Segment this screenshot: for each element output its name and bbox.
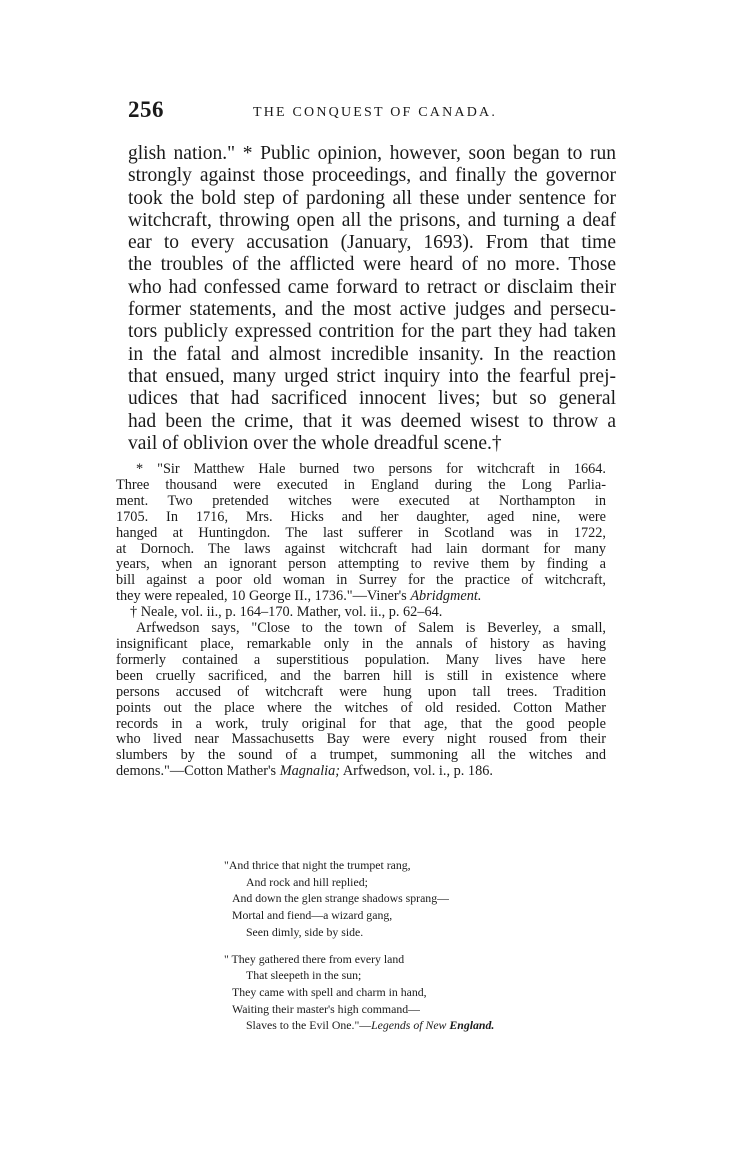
- verse-line: " They gathered there from every land: [224, 951, 405, 966]
- body-line: tors publicly expressed contrition for the part they had taken: [128, 321, 616, 343]
- body-line: took the bold step of pardoning all these under sentence for: [128, 187, 616, 209]
- footnote-line: Three thousand were executed in England during the Long Parlia-: [116, 476, 606, 493]
- verse-line: Mortal and fiend—a wizard gang,: [232, 908, 393, 923]
- footnote-line: points out the place where the witches of old resided. Cotton Mather: [116, 699, 606, 716]
- footnote-citation-title: Abridgment.: [410, 588, 482, 605]
- footnote-line: 1705. In 1716, Mrs. Hicks and her daughter, aged nine, were: [116, 508, 606, 525]
- footnotes: [116, 462, 606, 780]
- footnote-line: years, when an ignorant person attempting to revive them by finding a: [116, 556, 606, 573]
- verse-source-title: England.: [449, 1018, 495, 1033]
- body-line: glish nation." * Public opinion, however, soon began to run: [128, 143, 616, 164]
- body-line: witchcraft, throwing open all the prisons, and turning a deaf: [128, 209, 616, 231]
- verse-line: And rock and hill replied;: [246, 874, 368, 889]
- stanza: [224, 951, 584, 1035]
- running-title: THE CONQUEST OF CANADA.: [253, 105, 498, 120]
- footnote-line: been cruelly sacrificed, and the barren hill is still in existence where: [116, 667, 606, 684]
- verse-line: "And thrice that night the trumpet rang,: [224, 858, 411, 872]
- footnote-line: * "Sir Matthew Hale burned two persons for witchcraft in 1664.: [136, 461, 606, 477]
- footnote-line: formerly contained a superstitious population. Many lives have here: [116, 651, 606, 668]
- footnote-line: insignificant place, remarkable only in the annals of history as having: [116, 635, 606, 652]
- stanza: [224, 857, 584, 941]
- footnote-citation: demons."—Cotton Mather's: [116, 763, 280, 780]
- verse-source-title: Legends of New: [371, 1018, 450, 1033]
- footnote-line: † Neale, vol. ii., p. 164–170. Mather, vol. ii., p. 62–64.: [130, 604, 443, 621]
- page-header: [128, 97, 618, 127]
- verse-line: Waiting their master's high command—: [232, 1001, 420, 1016]
- verse-line: That sleepeth in the sun;: [246, 968, 362, 983]
- body-line: the troubles of the afflicted were heard of no more. Those: [128, 254, 616, 276]
- body-line: ear to every accusation (January, 1693). From that time: [128, 232, 616, 254]
- footnote-line: bill against a poor old woman in Surrey for the practice of witchcraft,: [116, 572, 606, 589]
- body-line: former statements, and the most active judges and persecu-: [128, 299, 616, 321]
- verse-text: Slaves to the Evil One."—: [246, 1018, 372, 1033]
- verse-line: They came with spell and charm in hand,: [232, 984, 427, 999]
- body-line: had been the crime, that it was deemed wisest to throw a: [128, 410, 616, 432]
- footnote-line: records in a work, truly original for that age, that the good people: [116, 715, 606, 732]
- footnote-line: who lived near Massachusetts Bay were every night roused from their: [116, 731, 606, 748]
- footnote-line: ment. Two pretended witches were executed at Northampton in: [116, 492, 606, 509]
- page-number: 256: [128, 97, 164, 122]
- footnote-line: at Dornoch. The laws against witchcraft had lain dormant for many: [116, 540, 606, 557]
- body-line: who had confessed came forward to retract or disclaim their: [128, 276, 616, 298]
- body-line: strongly against those proceedings, and finally the governor: [128, 165, 616, 187]
- footnote-line: [116, 764, 606, 780]
- verse-line: And down the glen strange shadows sprang—: [232, 891, 449, 906]
- body-line: udices that had sacrificed innocent lives; but so general: [128, 388, 616, 410]
- body-paragraph: [128, 143, 616, 455]
- footnote-citation: they were repealed, 10 George II., 1736."—Viner's: [116, 588, 411, 605]
- footnote-citation-title: Magnalia;: [279, 763, 341, 780]
- footnote-line: slumbers by the sound of a trumpet, summoning all the witches and: [116, 747, 606, 764]
- footnote-line: [116, 589, 606, 605]
- footnote-line: persons accused of witchcraft were hung upon tall trees. Tradition: [116, 683, 606, 700]
- body-line: vail of oblivion over the whole dreadful scene.†: [128, 432, 502, 454]
- verse-line: Seen dimly, side by side.: [246, 924, 364, 939]
- verse-line: [224, 1017, 584, 1034]
- body-line: in the fatal and almost incredible insanity. In the reaction: [128, 343, 616, 365]
- verse-quotation: [224, 857, 584, 1044]
- footnote-line: Arfwedson says, "Close to the town of Salem is Beverley, a small,: [136, 620, 606, 637]
- footnote-citation: Arfwedson, vol. i., p. 186.: [340, 763, 493, 780]
- footnote-line: hanged at Huntingdon. The last sufferer in Scotland was in 1722,: [116, 524, 606, 541]
- body-line: that ensued, many urged strict inquiry into the fearful prej-: [128, 365, 616, 387]
